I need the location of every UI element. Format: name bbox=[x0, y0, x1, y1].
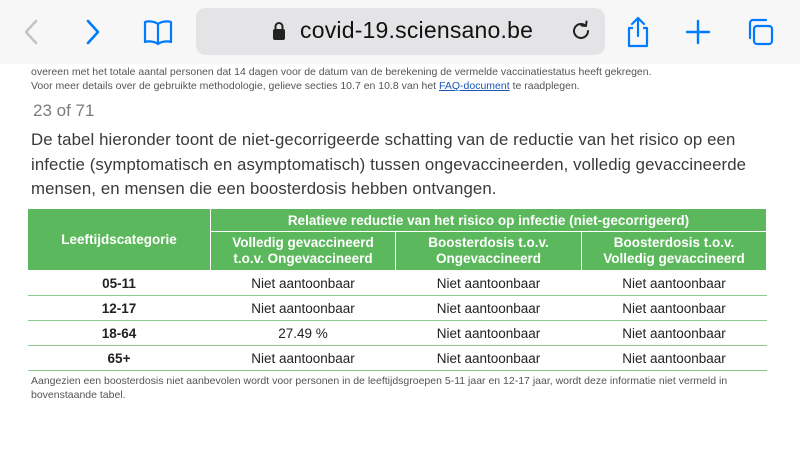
back-button[interactable] bbox=[14, 14, 50, 50]
table-row bbox=[28, 296, 767, 321]
value-cell: Niet aantoonbaar bbox=[396, 346, 582, 371]
table-footnote: Aangezien een boosterdosis niet aanbevolen wordt voor personen in de leeftijdsgroepen 5-11 jaar en 12-17 jaar, wordt deze informatie niet vermeld in bovenstaande tabel. bbox=[31, 375, 728, 401]
value-cell: Niet aantoonbaar bbox=[211, 296, 396, 321]
lock-icon bbox=[272, 21, 286, 46]
value-cell: Niet aantoonbaar bbox=[396, 321, 582, 346]
age-cell: 05-11 bbox=[28, 271, 211, 296]
subheader-booster-vs-full bbox=[582, 232, 767, 271]
bookmarks-button[interactable] bbox=[140, 14, 176, 50]
reload-icon bbox=[569, 19, 593, 43]
share-button[interactable] bbox=[620, 14, 656, 50]
value-cell: 27.49 % bbox=[211, 321, 396, 346]
subheader-full-vs-unvax bbox=[211, 232, 396, 271]
value-cell: Niet aantoonbaar bbox=[211, 271, 396, 296]
subheader-line: Volledig gevaccineerd bbox=[603, 251, 745, 266]
book-icon bbox=[142, 18, 174, 46]
methodology-line bbox=[31, 80, 580, 93]
chevron-right-icon bbox=[82, 18, 102, 46]
page-indicator: 23 of 71 bbox=[33, 101, 95, 120]
subheader-line: Boosterdosis t.o.v. bbox=[613, 235, 735, 250]
value-cell: Niet aantoonbaar bbox=[396, 296, 582, 321]
header-age-category: Leeftijdscategorie bbox=[28, 209, 211, 271]
reload-button[interactable] bbox=[569, 19, 593, 48]
new-tab-button[interactable] bbox=[680, 14, 716, 50]
subheader-booster-vs-unvax bbox=[396, 232, 582, 271]
chevron-left-icon bbox=[22, 18, 42, 46]
value-cell: Niet aantoonbaar bbox=[582, 271, 767, 296]
share-icon bbox=[625, 16, 651, 48]
age-cell: 18-64 bbox=[28, 321, 211, 346]
value-cell: Niet aantoonbaar bbox=[582, 296, 767, 321]
subheader-line: Ongevaccineerd bbox=[435, 251, 542, 266]
value-cell: Niet aantoonbaar bbox=[582, 321, 767, 346]
url-text: covid-19.sciensano.be bbox=[300, 17, 534, 43]
tabs-button[interactable] bbox=[742, 14, 778, 50]
age-cell: 65+ bbox=[28, 346, 211, 371]
subheader-line: Boosterdosis t.o.v. bbox=[428, 235, 549, 250]
value-cell: Niet aantoonbaar bbox=[582, 346, 767, 371]
page-content bbox=[0, 64, 800, 450]
table-row bbox=[28, 271, 767, 296]
faq-link[interactable]: FAQ-document bbox=[439, 80, 510, 92]
subheader-line: t.o.v. Ongevaccineerd bbox=[233, 251, 373, 266]
methodology-prefix: Voor meer details over de gebruikte methodologie, gelieve secties 10.7 en 10.8 van het bbox=[31, 80, 437, 92]
risk-reduction-table bbox=[27, 208, 767, 371]
subheader-line: Volledig gevaccineerd bbox=[232, 235, 374, 250]
address-bar[interactable] bbox=[196, 8, 605, 55]
value-cell: Niet aantoonbaar bbox=[211, 346, 396, 371]
header-risk-reduction: Relatieve reductie van het risico op infectie (niet-gecorrigeerd) bbox=[211, 209, 767, 232]
tabs-icon bbox=[745, 17, 775, 47]
top-text-line: overeen met het totale aantal personen dat 14 dagen voor de datum van de berekening de vermelde vaccinatiestatus heeft gekregen. bbox=[31, 66, 652, 78]
methodology-suffix: te raadplegen. bbox=[512, 80, 580, 92]
value-cell: Niet aantoonbaar bbox=[396, 271, 582, 296]
intro-paragraph: De tabel hieronder toont de niet-gecorrigeerde schatting van de reductie van het risico op een infectie (symptomatisch en asymptomatisch) tussen ongevaccineerden, volledig gevaccineerde mensen, en mensen die een boosterdosis hebben ontvangen. bbox=[31, 130, 747, 198]
table-row bbox=[28, 346, 767, 371]
table-row bbox=[28, 321, 767, 346]
browser-toolbar bbox=[0, 0, 800, 64]
forward-button[interactable] bbox=[74, 14, 110, 50]
age-cell: 12-17 bbox=[28, 296, 211, 321]
plus-icon bbox=[685, 19, 711, 45]
